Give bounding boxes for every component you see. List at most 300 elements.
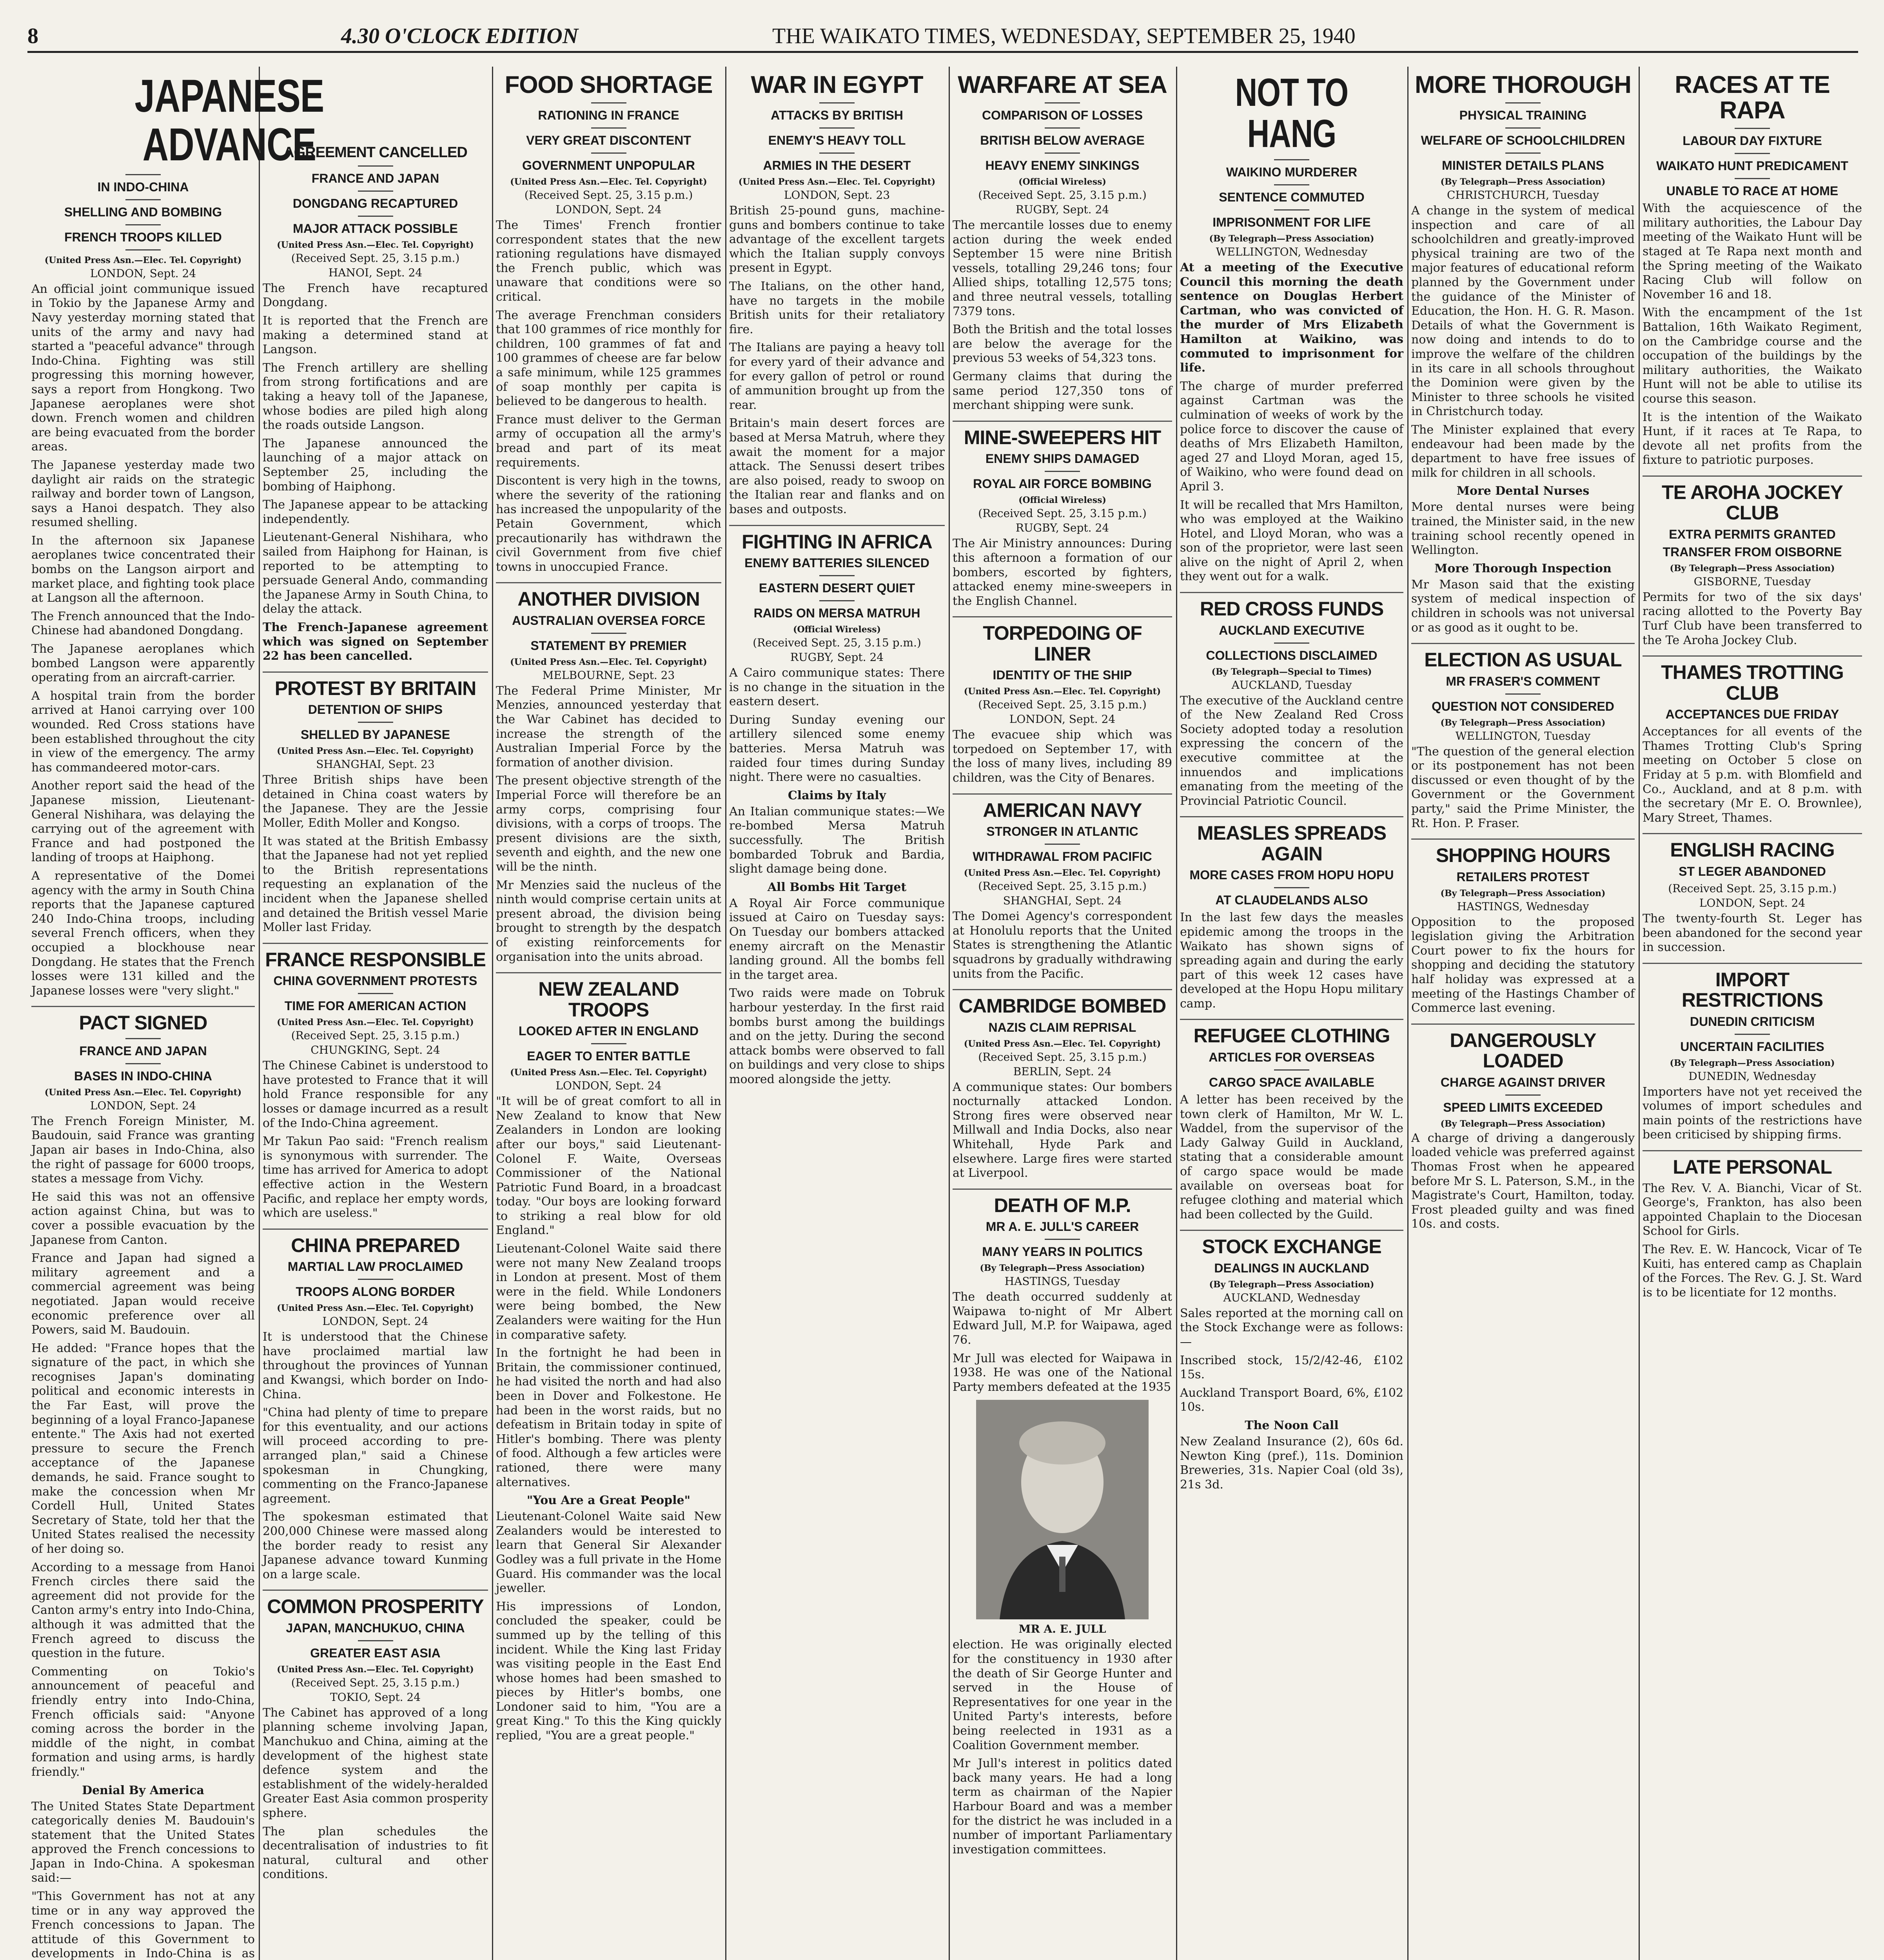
subhead: AUCKLAND EXECUTIVE bbox=[1219, 623, 1365, 637]
subhead: CHARGE AGAINST DRIVER bbox=[1440, 1075, 1606, 1089]
column-7 bbox=[1411, 67, 1635, 1960]
dateline: RUGBY, Sept. 24 bbox=[790, 651, 884, 664]
divider bbox=[125, 224, 161, 225]
subhead: SHELLED BY JAPANESE bbox=[300, 728, 450, 742]
credit-line: (United Press Asn.—Elec. Tel. Copyright) bbox=[964, 1038, 1161, 1049]
subhead: BASES IN INDO-CHINA bbox=[74, 1069, 212, 1083]
headline-import-restrictions: IMPORT RESTRICTIONS bbox=[1681, 968, 1823, 1011]
headline-fighting-in-africa: FIGHTING IN AFRICA bbox=[742, 530, 932, 553]
subhead: FRENCH TROOPS KILLED bbox=[64, 230, 222, 244]
dateline: WELLINGTON, Wednesday bbox=[1216, 245, 1368, 258]
article-paragraph: With the acquiescence of the military authorities, the Labour Day meeting of the Waikato Hunt will be staged at Te Rapa next month and the Spring meeting of the Waikato Racing Club will follow on November 16 and 18. bbox=[1643, 201, 1862, 301]
headline-shopping-hours: SHOPPING HOURS bbox=[1436, 844, 1610, 867]
article-paragraph: The Japanese aeroplanes which bombed Langson were apparently operating from an aircraft-carrier. bbox=[31, 642, 255, 685]
article-paragraph: In the afternoon six Japanese aeroplanes twice concentrated their bombs on the Langson airport and market place, and fighting took place at Langson all the afternoon. bbox=[31, 534, 255, 605]
dateline: BERLIN, Sept. 24 bbox=[1013, 1065, 1112, 1078]
section-divider bbox=[953, 616, 1172, 617]
divider bbox=[819, 575, 855, 576]
section-divider bbox=[496, 972, 721, 973]
received-line: (Received Sept. 25, 3.15 p.m.) bbox=[978, 189, 1147, 202]
subhead: RAIDS ON MERSA MATRUH bbox=[753, 606, 920, 621]
article-paragraph: The executive of the Auckland centre of the New Zealand Red Cross Society adopted today a resolution expressing the concern of the executive committee at the innuendos and implications emanating from the meeting of the Provincial Patriotic Council. bbox=[1180, 693, 1403, 808]
headline-pact-signed: PACT SIGNED bbox=[79, 1012, 207, 1034]
received-line: (Received Sept. 25, 3.15 p.m.) bbox=[753, 636, 921, 650]
headline-stock-exchange: STOCK EXCHANGE bbox=[1202, 1236, 1381, 1258]
divider bbox=[1045, 127, 1080, 129]
article-paragraph: election. He was originally elected for the constituency in 1930 after the death of Sir George Hunter and served in the House of Representatives for one year in the United Party's interests, before being reelected in 1931 as a Coalition Government member. bbox=[953, 1638, 1172, 1752]
article-paragraph: A letter has been received by the town clerk of Hamilton, Mr W. L. Waddel, from the supervisor of the Lady Galway Guild in Auckland, stating that a considerable amount of cargo space would be made available on overseas boat for refugee clothing and material which had been collected by the Guild. bbox=[1180, 1093, 1403, 1221]
divider bbox=[1045, 471, 1080, 472]
article-paragraph: Lieutenant-General Nishihara, who sailed from Haiphong for Hainan, is reported to be attempting to persuade General Ando, commanding the Japanese Army in South China, to delay the attack. bbox=[263, 530, 488, 616]
divider bbox=[125, 1063, 161, 1064]
subhead: QUESTION NOT CONSIDERED bbox=[1432, 699, 1614, 713]
credit-line: (Official Wireless) bbox=[1018, 177, 1106, 187]
article-paragraph: The plan schedules the decentralisation of industries to fit natural, cultural and other conditions. bbox=[263, 1824, 488, 1882]
article-paragraph: Two raids were made on Tobruk harbour yesterday. In the first raid bombs burst among the buildings and on the jetty. During the second attack bombs were observed to fall on buildings and very close to ships moored alongside the jetty. bbox=[729, 986, 945, 1086]
subhead: MR A. E. JULL'S CAREER bbox=[986, 1220, 1139, 1234]
subhead: ARTICLES FOR OVERSEAS bbox=[1209, 1050, 1375, 1064]
dateline: GISBORNE, Tuesday bbox=[1693, 575, 1811, 588]
divider bbox=[1505, 693, 1541, 695]
subhead: FRANCE AND JAPAN bbox=[79, 1044, 207, 1058]
subhead: COLLECTIONS DISCLAIMED bbox=[1206, 648, 1378, 662]
headline-mine-sweepers-hit: MINE-SWEEPERS HIT bbox=[964, 426, 1161, 448]
headline-measles-spreads-again: MEASLES SPREADS AGAIN bbox=[1197, 822, 1387, 865]
column-rule bbox=[492, 67, 493, 1960]
divider bbox=[1274, 184, 1309, 185]
article-paragraph: Discontent is very high in the towns, where the severity of the rationing has increased the unpopularity of the Petain Government, which precautionarily has withdrawn the civil Government from five chief towns in unoccupied France. bbox=[496, 474, 721, 574]
headline-france-responsible: FRANCE RESPONSIBLE bbox=[265, 948, 486, 971]
divider bbox=[591, 102, 626, 103]
subhead: ST LEGER ABANDONED bbox=[1679, 864, 1826, 878]
divider bbox=[358, 1640, 393, 1641]
article-paragraph: Mr Mason said that the existing system of medical inspection of children in schools was not universal or as good as it ought to be. bbox=[1411, 577, 1635, 635]
received-line: (Received Sept. 25, 3.15 p.m.) bbox=[1668, 882, 1837, 895]
dateline: LONDON, Sept. 24 bbox=[555, 203, 662, 216]
dateline: AUCKLAND, Tuesday bbox=[1231, 678, 1352, 691]
dateline: SHANGHAI, Sept. 23 bbox=[316, 758, 435, 771]
headline-warfare-at-sea: WARFARE AT SEA bbox=[958, 71, 1167, 98]
subhead: STATEMENT BY PREMIER bbox=[530, 638, 687, 653]
divider bbox=[125, 174, 161, 175]
headline-cambridge-bombed: CAMBRIDGE BOMBED bbox=[958, 995, 1166, 1017]
column-2 bbox=[263, 67, 488, 1960]
headline-not-to-hang: NOT TO HANG bbox=[1235, 71, 1349, 156]
portrait-illustration bbox=[976, 1400, 1149, 1619]
subhead: SPEED LIMITS EXCEEDED bbox=[1443, 1100, 1603, 1114]
subhead: BRITISH BELOW AVERAGE bbox=[980, 133, 1145, 148]
credit-line: (United Press Asn.—Elec. Tel. Copyright) bbox=[738, 177, 936, 187]
column-rule bbox=[1639, 67, 1640, 1960]
subhead: FRANCE AND JAPAN bbox=[311, 171, 439, 185]
divider bbox=[1505, 1094, 1541, 1096]
article-paragraph: Acceptances for all events of the Thames Trotting Club's Spring meeting on October 5 close on Friday at 5 p.m. with Blomfield and Co., Auckland, and at 8 p.m. with the secretary (Mr E. O. Brownlee), Mary Street, Thames. bbox=[1643, 725, 1862, 825]
section-divider bbox=[263, 671, 488, 673]
divider bbox=[1505, 102, 1541, 103]
article-paragraph: An Italian communique states:—We re-bombed Mersa Matruh successfully. The British bombarded Tobruk and Bardia, slight damage being done. bbox=[729, 804, 945, 876]
headline-red-cross-funds: RED CROSS FUNDS bbox=[1200, 598, 1384, 620]
section-divider bbox=[1643, 963, 1862, 964]
dateline: HASTINGS, Tuesday bbox=[1004, 1275, 1120, 1288]
divider bbox=[358, 191, 393, 192]
divider bbox=[358, 1279, 393, 1280]
divider bbox=[591, 127, 626, 129]
article-paragraph: It is the intention of the Waikato Hunt, if it races at Te Rapa, to devote all net profits from the fixture to patriotic purposes. bbox=[1643, 410, 1862, 467]
article-paragraph: Three British ships have been detained in China coast waters by the Japanese. They are the Jessie Moller, Edith Moller and Kongso. bbox=[263, 773, 488, 830]
masthead-title: THE WAIKATO TIMES, WEDNESDAY, SEPTEMBER 25, 1940 bbox=[772, 24, 1356, 48]
subhead: AT CLAUDELANDS ALSO bbox=[1215, 893, 1368, 907]
credit-line: (By Telegraph—Press Association) bbox=[1440, 177, 1606, 187]
column-4 bbox=[729, 67, 945, 1960]
credit-line: (United Press Asn.—Elec. Tel. Copyright) bbox=[277, 1017, 474, 1028]
section-divider bbox=[1411, 838, 1635, 840]
article-paragraph: The present objective strength of the Imperial Force will therefore be an army corps, comprising four divisions, with a corps of troops. The present divisions are the sixth, seventh and eighth, and the new one will be the ninth. bbox=[496, 774, 721, 874]
subhead: NAZIS CLAIM REPRISAL bbox=[988, 1020, 1136, 1034]
article-paragraph: Mr Takun Pao said: "French realism is synonymous with surrender. The time has arrived for America to adopt effective action in the Western Pacific, and replace her empty words, which are useless." bbox=[263, 1134, 488, 1220]
subhead: ENEMY'S HEAVY TOLL bbox=[768, 133, 906, 148]
headline-war-in-egypt: WAR IN EGYPT bbox=[751, 71, 923, 98]
subhead: AUSTRALIAN OVERSEA FORCE bbox=[512, 613, 706, 628]
section-divider bbox=[1411, 1024, 1635, 1025]
divider bbox=[125, 199, 161, 200]
article-paragraph: A hospital train from the border arrived at Hanoi carrying over 100 wounded. Red Cross stations have been established throughout the city in view of the emergency. The army has commandeered motor-cars. bbox=[31, 689, 255, 775]
credit-line: (United Press Asn.—Elec. Tel. Copyright) bbox=[44, 255, 242, 265]
divider bbox=[591, 1043, 626, 1044]
article-paragraph: The Italians, on the other hand, have no targets in the mobile British units for their retaliatory fire. bbox=[729, 279, 945, 336]
divider bbox=[1505, 152, 1541, 154]
article-paragraph: According to a message from Hanoi French circles there said the agreement did not provide for the Canton army's entry into Indo-China, although it was admitted that the French agreed to discuss the question in the future. bbox=[31, 1560, 255, 1661]
headline-election-as-usual: ELECTION AS USUAL bbox=[1424, 649, 1622, 671]
headline-more-thorough: MORE THOROUGH bbox=[1415, 71, 1631, 98]
article-paragraph-bold: At a meeting of the Executive Council this morning the death sentence on Douglas Herbert Cartman, who was convicted of the murder of Mrs Elizabeth Hamilton at Waikino, was commuted to imprisonment for life. bbox=[1180, 261, 1403, 375]
headline-new-zealand-troops: NEW ZEALAND TROOPS bbox=[538, 978, 679, 1021]
article-paragraph: The Federal Prime Minister, Mr Menzies, announced yesterday that the War Cabinet has decided to increase the strength of the Australian Imperial Force by the formation of another division. bbox=[496, 684, 721, 769]
divider bbox=[591, 152, 626, 154]
credit-line: (United Press Asn.—Elec. Tel. Copyright) bbox=[964, 868, 1161, 878]
article-paragraph: Lieutenant-Colonel Waite said New Zealanders would be interested to learn that General Sir Alexander Godley was a full private in the Home Guard. His commander was the local jeweller. bbox=[496, 1510, 721, 1595]
article-paragraph: The United States State Department categorically denies M. Baudouin's statement that the United States approved the French concessions to Japan in Indo-China. A spokesman said:— bbox=[31, 1799, 255, 1885]
article-paragraph: Inscribed stock, 15/2/42-46, £102 15s. bbox=[1180, 1353, 1403, 1382]
article-paragraph: Mr Jull was elected for Waipawa in 1938. He was one of the National Party members defeated at the 1935 bbox=[953, 1351, 1172, 1394]
subhead: DONGDANG RECAPTURED bbox=[292, 196, 458, 211]
dateline: RUGBY, Sept. 24 bbox=[1015, 203, 1109, 216]
divider bbox=[1274, 209, 1309, 211]
subhead: ARMIES IN THE DESERT bbox=[763, 158, 911, 173]
subhead: ENEMY SHIPS DAMAGED bbox=[985, 452, 1140, 466]
subhead: TIME FOR AMERICAN ACTION bbox=[284, 999, 466, 1013]
divider bbox=[358, 993, 393, 994]
article-paragraph: New Zealand Insurance (2), 60s 6d. Newton King (pref.), 11s. Dominion Breweries, 31s. Napier Coal (old 3s), 21s 3d. bbox=[1180, 1434, 1403, 1492]
article-paragraph: A change in the system of medical inspection and care of all schoolchildren and greatly-improved physical training are two of the major features of educational reform planned by the Government under the guidance of the Minister of Education, the Hon. H. G. R. Mason. Details of what the Government is now doing and intends to do to improve the welfare of the children in its care in all schools throughout the Dominion were given by the Minister to three schools he visited in Christchurch today. bbox=[1411, 204, 1635, 419]
article-paragraph: The mercantile losses due to enemy action during the week ended September 15 were nine British vessels, totalling 29,246 tons; four Allied ships, totalling 12,575 tons; and three neutral vessels, totalling 7379 tons. bbox=[953, 218, 1172, 318]
article-paragraph: Another report said the head of the Japanese mission, Lieutenant-General Nishihara, was delaying the carrying out of the agreement with France and had postponed the landing of troops at Haiphong. bbox=[31, 779, 255, 865]
subhead: TROOPS ALONG BORDER bbox=[296, 1285, 455, 1299]
dateline: TOKIO, Sept. 24 bbox=[330, 1690, 421, 1704]
divider bbox=[1045, 102, 1080, 103]
divider bbox=[1505, 127, 1541, 129]
column-rule bbox=[725, 67, 726, 1960]
article-paragraph: A Royal Air Force communique issued at Cairo on Tuesday says: On Tuesday our bombers attacked enemy aircraft on the Menastir landing ground. All the bombs fell in the target area. bbox=[729, 896, 945, 982]
article-paragraph: The Japanese yesterday made two daylight air raids on the strategic railway and border town of Langson, says a Hanoi despatch. They also resumed shelling. bbox=[31, 458, 255, 530]
subhead: ACCEPTANCES DUE FRIDAY bbox=[1665, 707, 1839, 722]
article-paragraph: Britain's main desert forces are based at Mersa Matruh, where they await the moment for a major attack. The Senussi desert tribes are also poised, ready to swoop on the Italian rear and flanks and on bases and outposts. bbox=[729, 416, 945, 516]
subhead: GOVERNMENT UNPOPULAR bbox=[522, 158, 695, 173]
credit-line: (United Press Asn.—Elec. Tel. Copyright) bbox=[510, 657, 707, 667]
credit-line: (By Telegraph—Special to Times) bbox=[1211, 666, 1372, 677]
subhead: MR FRASER'S COMMENT bbox=[1446, 674, 1600, 688]
article-paragraph: Mr Menzies said the nucleus of the ninth would comprise certain units at present abroad, the division being brought to strength by the despatch of existing reinforcements for organisation into the units abroad. bbox=[496, 878, 721, 964]
article-paragraph: It will be recalled that Mrs Hamilton, who was employed at the Waikino Hotel, and Lloyd Moran, who was a son of the proprietor, were last seen alive on the night of April 2, when they went out for a walk. bbox=[1180, 498, 1403, 584]
section-divider bbox=[1643, 655, 1862, 657]
headline-china-prepared: CHINA PREPARED bbox=[291, 1234, 460, 1256]
dateline: LONDON, Sept. 24 bbox=[1009, 713, 1116, 726]
subhead: WITHDRAWAL FROM PACIFIC bbox=[973, 849, 1152, 864]
received-line: (Received Sept. 25, 3.15 p.m.) bbox=[291, 1029, 460, 1042]
section-heading: More Dental Nurses bbox=[1456, 484, 1590, 498]
page-number: 8 bbox=[27, 24, 38, 48]
headline-te-aroha-jockey-club: TE AROHA JOCKEY CLUB bbox=[1662, 481, 1843, 524]
subhead: WELFARE OF SCHOOLCHILDREN bbox=[1421, 133, 1625, 148]
subhead: GREATER EAST ASIA bbox=[310, 1646, 441, 1660]
section-divider bbox=[496, 582, 721, 583]
dateline: LONDON, Sept. 24 bbox=[322, 1315, 428, 1328]
subhead: HEAVY ENEMY SINKINGS bbox=[985, 158, 1140, 173]
subhead: LABOUR DAY FIXTURE bbox=[1683, 134, 1822, 148]
article-paragraph: British 25-pound guns, machine-guns and bombers continue to take advantage of the excellent targets which the Italian supply convoys present in Egypt. bbox=[729, 204, 945, 275]
subhead: DETENTION OF SHIPS bbox=[308, 702, 443, 717]
subhead: UNABLE TO RACE AT HOME bbox=[1666, 184, 1839, 198]
subhead: MARTIAL LAW PROCLAIMED bbox=[287, 1259, 463, 1274]
photo-caption: MR A. E. JULL bbox=[1018, 1622, 1106, 1636]
credit-line: (Official Wireless) bbox=[793, 624, 881, 635]
divider bbox=[358, 722, 393, 723]
headline-thames-trotting-club: THAMES TROTTING CLUB bbox=[1661, 661, 1844, 704]
divider bbox=[1274, 642, 1309, 644]
section-divider bbox=[953, 793, 1172, 795]
article-paragraph: The spokesman estimated that 200,000 Chinese were massed along the border ready to resist any Japanese advance toward Kunming on a large scale. bbox=[263, 1510, 488, 1581]
credit-line: (By Telegraph—Press Association) bbox=[1670, 1058, 1835, 1068]
credit-line: (United Press Asn.—Elec. Tel. Copyright) bbox=[277, 746, 474, 757]
credit-line: (By Telegraph—Press Association) bbox=[1440, 888, 1606, 898]
credit-line: (By Telegraph—Press Association) bbox=[1440, 717, 1606, 728]
subhead: TRANSFER FROM OISBORNE bbox=[1663, 544, 1842, 559]
subhead: ROYAL AIR FORCE BOMBING bbox=[973, 477, 1152, 491]
received-line: (Received Sept. 25, 3.15 p.m.) bbox=[291, 1676, 460, 1689]
article-paragraph: The Minister explained that every endeavour had been made by the department to have free issues of milk for children in all schools. bbox=[1411, 423, 1635, 480]
article-paragraph: Both the British and the total losses are below the average for the previous 53 weeks of 54,323 tons. bbox=[953, 323, 1172, 365]
subhead: WAIKINO MURDERER bbox=[1226, 165, 1358, 179]
section-heading: All Bombs Hit Target bbox=[767, 880, 907, 894]
subhead: CHINA GOVERNMENT PROTESTS bbox=[273, 974, 477, 988]
divider bbox=[819, 102, 855, 103]
headline-japanese-advance: JAPANESE ADVANCE bbox=[134, 70, 324, 171]
credit-line: (By Telegraph—Press Association) bbox=[1670, 563, 1835, 573]
subhead: COMPARISON OF LOSSES bbox=[982, 108, 1143, 123]
section-heading: More Thorough Inspection bbox=[1434, 561, 1612, 575]
article-paragraph: With the encampment of the 1st Battalion, 16th Waikato Regiment, on the Cambridge course and the occupation of the buildings by the military authorities, the Waikato Hunt will not be able to utilise its course this season. bbox=[1643, 306, 1862, 406]
dateline: HASTINGS, Wednesday bbox=[1457, 900, 1589, 913]
section-divider bbox=[1180, 1019, 1403, 1020]
subhead: MANY YEARS IN POLITICS bbox=[982, 1245, 1143, 1259]
subhead: PHYSICAL TRAINING bbox=[1459, 108, 1587, 123]
dateline: SHANGHAI, Sept. 24 bbox=[1003, 894, 1122, 907]
section-divider bbox=[1643, 1150, 1862, 1151]
column-rule bbox=[1407, 67, 1408, 1960]
subhead: DEALINGS IN AUCKLAND bbox=[1214, 1261, 1369, 1275]
article-paragraph: A representative of the Domei agency with the army in South China reports that the Japanese captured 240 Indo-China troops, including several French officers, when they occupied a blockhouse near Dongdang. He states that the French losses were 131 killed and the Japanese losses were "very slight." bbox=[31, 869, 255, 998]
subhead: ENEMY BATTERIES SILENCED bbox=[744, 556, 929, 570]
divider bbox=[125, 249, 161, 250]
dateline: LONDON, Sept. 24 bbox=[90, 267, 196, 280]
dateline: DUNEDIN, Wednesday bbox=[1688, 1069, 1816, 1083]
section-divider bbox=[263, 1590, 488, 1591]
column-1 bbox=[31, 67, 324, 1960]
article-paragraph: The average Frenchman considers that 100 grammes of rice monthly for children, 100 grammes of fat and 100 grammes of cheese are far below a safe minimum, while 125 grammes of soap monthly per capita is believed to be dangerous to health. bbox=[496, 308, 721, 408]
divider bbox=[358, 216, 393, 217]
section-heading: Denial By America bbox=[82, 1783, 204, 1797]
divider bbox=[1735, 153, 1770, 154]
article-paragraph: The Times' French frontier correspondent states that the new rationing regulations have dismayed the French public, which was unaware that conditions were so critical. bbox=[496, 218, 721, 304]
article-paragraph: A charge of driving a dangerously loaded vehicle was preferred against Thomas Frost when he appeared before Mr S. L. Paterson, S.M., in the Magistrate's Court, Hamilton, today. Frost pleaded guilty and was fined 10s. and costs. bbox=[1411, 1131, 1635, 1231]
article-paragraph: The French artillery are shelling from strong fortifications and are taking a heavy toll of the Japanese, whose bodies are piled high along the roads outside Langson. bbox=[263, 361, 488, 432]
subhead: IDENTITY OF THE SHIP bbox=[993, 668, 1132, 682]
column-3 bbox=[496, 67, 721, 1960]
article-paragraph: He said this was not an offensive action against China, but was to cover a possible evacuation by the Japanese from Canton. bbox=[31, 1190, 255, 1247]
dateline: RUGBY, Sept. 24 bbox=[1015, 521, 1109, 535]
received-line: (Received Sept. 25, 3.15 p.m.) bbox=[978, 507, 1147, 520]
divider bbox=[591, 633, 626, 634]
article-paragraph: The death occurred suddenly at Waipawa to-night of Mr Albert Edward Jull, M.P. for Waipawa, aged 76. bbox=[953, 1290, 1172, 1347]
article-paragraph: Commenting on Tokio's announcement of peaceful and friendly entry into Indo-China, French officials said: "Anyone coming across the border in the middle of the night, in combat formation and using arms, is hardly friendly." bbox=[31, 1664, 255, 1779]
subhead: WAIKATO HUNT PREDICAMENT bbox=[1656, 159, 1848, 173]
article-paragraph: An official joint communique issued in Tokio by the Japanese Army and Navy yesterday morning stated that units of the army and navy had started a "peaceful advance" through Indo-China. Fighting was still progressing this morning however, says a report from Hongkong. Two Japanese aeroplanes were shot down. French women and children are being evacuated from the border areas. bbox=[31, 282, 255, 454]
credit-line: (By Telegraph—Press Association) bbox=[1209, 1279, 1374, 1290]
headline-american-navy: AMERICAN NAVY bbox=[983, 799, 1142, 821]
subhead: LOOKED AFTER IN ENGLAND bbox=[518, 1024, 699, 1038]
divider bbox=[1735, 1034, 1770, 1035]
section-heading: "You Are a Great People" bbox=[526, 1494, 691, 1508]
divider bbox=[1274, 159, 1309, 160]
subhead: IMPRISONMENT FOR LIFE bbox=[1212, 215, 1371, 229]
article-paragraph: The twenty-fourth St. Leger has been abandoned for the second year in succession. bbox=[1643, 911, 1862, 955]
article-paragraph: A Cairo communique states: There is no change in the situation in the eastern desert. bbox=[729, 666, 945, 709]
article-paragraph: "The question of the general election or its postponement has not been discussed or even thought of by the Government or the Government party," said the Prime Minister, the Rt. Hon. P. Fraser. bbox=[1411, 744, 1635, 830]
article-paragraph: Importers have not yet received the volumes of import schedules and main points of the restrictions have been criticised by shipping firms. bbox=[1643, 1085, 1862, 1142]
headline-late-personal: LATE PERSONAL bbox=[1673, 1156, 1832, 1178]
article-paragraph: More dental nurses were being trained, the Minister said, in the new training school recently opened in Wellington. bbox=[1411, 500, 1635, 557]
credit-line: (By Telegraph—Press Association) bbox=[980, 1263, 1145, 1274]
dateline: WELLINGTON, Tuesday bbox=[1455, 729, 1591, 742]
dateline: HANOI, Sept. 24 bbox=[328, 266, 423, 279]
dateline: LONDON, Sept. 24 bbox=[90, 1099, 196, 1112]
credit-line: (United Press Asn.—Elec. Tel. Copyright) bbox=[277, 1664, 474, 1675]
article-paragraph: The Rev. E. W. Hancock, Vicar of Te Kuiti, has entered camp as Chaplain of the Forces. The Rev. G. J. St. Ward is to be licentiate for 12 months. bbox=[1643, 1242, 1862, 1299]
credit-line: (United Press Asn.—Elec. Tel. Copyright) bbox=[277, 1303, 474, 1314]
article-paragraph: The French have recaptured Dongdang. bbox=[263, 281, 488, 310]
credit-line: (United Press Asn.—Elec. Tel. Copyright) bbox=[277, 240, 474, 250]
subhead: EASTERN DESERT QUIET bbox=[759, 581, 915, 595]
section-divider bbox=[953, 1189, 1172, 1190]
article-paragraph: The Italians are paying a heavy toll for every yard of their advance and for every gallon of petrol or round of ammunition brought up from the rear. bbox=[729, 341, 945, 412]
received-line: (Received Sept. 25, 3.15 p.m.) bbox=[291, 251, 460, 265]
section-divider bbox=[31, 1006, 255, 1007]
divider bbox=[125, 1038, 161, 1039]
subhead: DUNEDIN CRITICISM bbox=[1690, 1014, 1815, 1029]
divider bbox=[1735, 128, 1770, 129]
subhead: MORE CASES FROM HOPU HOPU bbox=[1189, 868, 1394, 882]
article-paragraph: Germany claims that during the same period 127,350 tons of merchant shipping were sunk. bbox=[953, 370, 1172, 412]
column-5 bbox=[953, 67, 1172, 1960]
article-paragraph: Opposition to the proposed legislation giving the Arbitration Court power to fix the hours for shopping and deciding the statutory half holiday was expressed at a meeting of the Hastings Chamber of Commerce last evening. bbox=[1411, 915, 1635, 1015]
subhead: UNCERTAIN FACILITIES bbox=[1680, 1039, 1824, 1054]
dateline: LONDON, Sept. 24 bbox=[555, 1079, 662, 1093]
credit-line: (Official Wireless) bbox=[1018, 495, 1106, 506]
article-paragraph: The charge of murder preferred against Cartman was the culmination of weeks of work by the police force to discover the cause of deaths of Mrs Elizabeth Hamilton, aged 27 and Lloyd Moran, aged 15, of Waikino, who were found dead on April 3. bbox=[1180, 379, 1403, 494]
headline-food-shortage: FOOD SHORTAGE bbox=[505, 71, 713, 98]
column-6 bbox=[1180, 67, 1403, 1960]
article-paragraph: The evacuee ship which was torpedoed on September 17, with the loss of many lives, including 89 children, was the City of Benares. bbox=[953, 728, 1172, 785]
article-paragraph: The Japanese appear to be attacking independently. bbox=[263, 498, 488, 526]
article-paragraph: Sales reported at the morning call on the Stock Exchange were as follows:— bbox=[1180, 1306, 1403, 1349]
article-paragraph: In the last few days the measles epidemic among the troops in the Waikato has shown signs of spreading again and during the early part of this week 12 cases have developed at the Hopu Hopu military camp. bbox=[1180, 911, 1403, 1011]
headline-protest-by-britain: PROTEST BY BRITAIN bbox=[274, 677, 476, 699]
section-heading: The Noon Call bbox=[1245, 1418, 1339, 1432]
article-paragraph: The French Foreign Minister, M. Baudouin, said France was granting Japan air bases in Indo-China, also the right of passage for 6000 troops, states a message from Vichy. bbox=[31, 1114, 255, 1186]
section-divider bbox=[953, 989, 1172, 990]
article-paragraph-bold: The French-Japanese agreement which was signed on September 22 has been cancelled. bbox=[263, 620, 488, 663]
article-paragraph: A communique states: Our bombers nocturnally attacked London. Strong fires were observed near Millwall and India Docks, also near Whitehall, Hyde Park and elsewhere. Large fires were started at Liverpool. bbox=[953, 1080, 1172, 1180]
section-divider bbox=[1180, 592, 1403, 593]
article-paragraph: "It will be of great comfort to all in New Zealand to know that New Zealanders in London are looking after our boys," said Lieutenant-Colonel F. Waite, Overseas Commissioner of the National Patriotic Fund Board, in a broadcast today. "Our boys are looking forward to striking a real blow for old England." bbox=[496, 1094, 721, 1238]
article-paragraph: The Japanese announced the launching of a major attack on September 25, including the bombing of Haiphong. bbox=[263, 436, 488, 494]
subhead: EAGER TO ENTER BATTLE bbox=[527, 1049, 690, 1063]
credit-line: (United Press Asn.—Elec. Tel. Copyright) bbox=[44, 1087, 242, 1098]
column-8 bbox=[1643, 67, 1862, 1960]
masthead bbox=[27, 24, 1858, 53]
divider bbox=[1045, 844, 1080, 845]
headline-death-of-mp: DEATH OF M.P. bbox=[994, 1194, 1131, 1216]
subhead: IN INDO-CHINA bbox=[97, 180, 189, 194]
column-rule bbox=[949, 67, 950, 1960]
section-divider bbox=[1643, 475, 1862, 477]
section-divider bbox=[263, 1229, 488, 1230]
dateline: LONDON, Sept. 24 bbox=[1699, 896, 1806, 909]
subhead: SHELLING AND BOMBING bbox=[64, 205, 222, 219]
dateline: LONDON, Sept. 23 bbox=[784, 189, 890, 202]
credit-line: (United Press Asn.—Elec. Tel. Copyright) bbox=[510, 177, 707, 187]
received-line: (Received Sept. 25, 3.15 p.m.) bbox=[524, 189, 693, 202]
article-paragraph: He added: "France hopes that the signature of the pact, in which she recognises Japan's dominating political and economic interests in the Far East, will prove the beginning of a loyal Franco-Japanese entente." The Axis had not exerted pressure to secure the French acceptance of the Japanese demands, he said. France sought to make the concession when Mr Cordell Hull, United States Secretary of State, told her that the United States realised the necessity of her doing so. bbox=[31, 1341, 255, 1556]
credit-line: (United Press Asn.—Elec. Tel. Copyright) bbox=[964, 686, 1161, 697]
subhead: JAPAN, MANCHUKUO, CHINA bbox=[286, 1621, 465, 1635]
column-rule bbox=[259, 67, 260, 1960]
divider bbox=[1274, 1069, 1309, 1071]
subhead: CARGO SPACE AVAILABLE bbox=[1209, 1075, 1374, 1089]
dateline: MELBOURNE, Sept. 23 bbox=[542, 668, 675, 682]
article-paragraph: Auckland Transport Board, 6%, £102 10s. bbox=[1180, 1386, 1403, 1414]
headline-dangerously-loaded: DANGEROUSLY LOADED bbox=[1450, 1029, 1596, 1072]
article-paragraph: During Sunday evening our artillery silenced some enemy batteries. Mersa Matruh was raided four times during Sunday night. There were no casualties. bbox=[729, 713, 945, 784]
article-paragraph: The Cabinet has approved of a long planning scheme involving Japan, Manchukuo and China, aiming at the development of the highest state defence system and the establishment of the widely-heralded Greater East Asia common prosperity sphere. bbox=[263, 1706, 488, 1820]
article-paragraph: France and Japan had signed a military agreement and a commercial agreement was being negotiated. Japan would receive economic preference over all Powers, said M. Baudouin. bbox=[31, 1251, 255, 1337]
article-paragraph: Permits for two of the six days' racing allotted to the Poverty Bay Turf Club have been transferred to the Te Aroha Jockey Club. bbox=[1643, 590, 1862, 647]
credit-line: (By Telegraph—Press Association) bbox=[1440, 1118, 1606, 1129]
article-paragraph: The Domei Agency's correspondent at Honolulu reports that the United States is strengthening the Atlantic squadrons by gradually withdrawing units from the Pacific. bbox=[953, 909, 1172, 981]
article-paragraph: France must deliver to the German army of occupation all the army's bread and part of its meat requirements. bbox=[496, 412, 721, 470]
subhead: STRONGER IN ATLANTIC bbox=[986, 824, 1138, 839]
article-paragraph: The Chinese Cabinet is understood to have protested to France that it will hold France responsible for any losses or damage incurred as a result of the Indo-China agreement. bbox=[263, 1059, 488, 1130]
section-divider bbox=[1180, 1230, 1403, 1231]
